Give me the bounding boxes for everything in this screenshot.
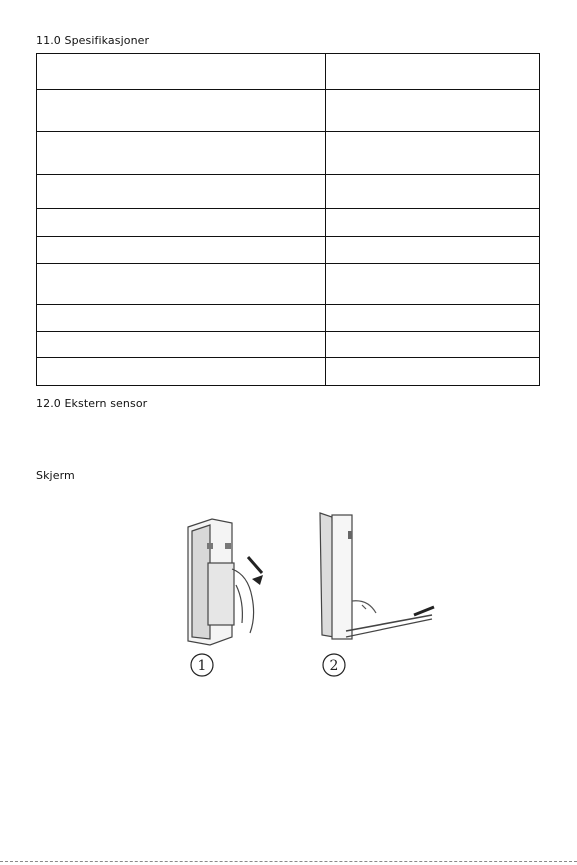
- screen-mounting-illustration: [170, 505, 440, 685]
- table-row: [37, 331, 540, 357]
- spec-label-cell: [37, 236, 326, 263]
- spec-label-cell: [37, 209, 326, 236]
- section-heading-screen: Skjerm: [36, 469, 75, 482]
- spec-value-cell: [326, 263, 540, 304]
- spec-value-cell: [326, 132, 540, 175]
- table-row: [37, 236, 540, 263]
- table-row: [37, 304, 540, 331]
- step-2-illustration: [320, 513, 434, 639]
- step-2-number-icon: [323, 654, 345, 676]
- spec-label-cell: [37, 90, 326, 132]
- section-heading-external-sensor: 12.0 Ekstern sensor: [36, 397, 148, 410]
- spec-label-cell: [37, 331, 326, 357]
- table-row: [37, 357, 540, 385]
- spec-value-cell: [326, 90, 540, 132]
- step-2-label: 2: [329, 658, 339, 674]
- table-row: [37, 263, 540, 304]
- spec-value-cell: [326, 331, 540, 357]
- table-row: [37, 90, 540, 132]
- step-1-illustration: [188, 519, 263, 645]
- table-row: [37, 175, 540, 209]
- spec-value-cell: [326, 209, 540, 236]
- spec-label-cell: [37, 357, 326, 385]
- table-row: [37, 54, 540, 90]
- spec-label-cell: [37, 54, 326, 90]
- step-1-number-icon: [191, 654, 213, 676]
- step-1-label: 1: [197, 658, 207, 674]
- spec-value-cell: [326, 357, 540, 385]
- spec-value-cell: [326, 54, 540, 90]
- spec-label-cell: [37, 304, 326, 331]
- spec-label-cell: [37, 263, 326, 304]
- section-heading-specifications: 11.0 Spesifikasjoner: [36, 34, 150, 47]
- spec-value-cell: [326, 175, 540, 209]
- spec-label-cell: [37, 175, 326, 209]
- page-bottom-divider: [0, 861, 577, 862]
- spec-label-cell: [37, 132, 326, 175]
- table-row: [37, 209, 540, 236]
- table-row: [37, 132, 540, 175]
- spec-value-cell: [326, 304, 540, 331]
- spec-value-cell: [326, 236, 540, 263]
- specifications-table: [36, 53, 540, 386]
